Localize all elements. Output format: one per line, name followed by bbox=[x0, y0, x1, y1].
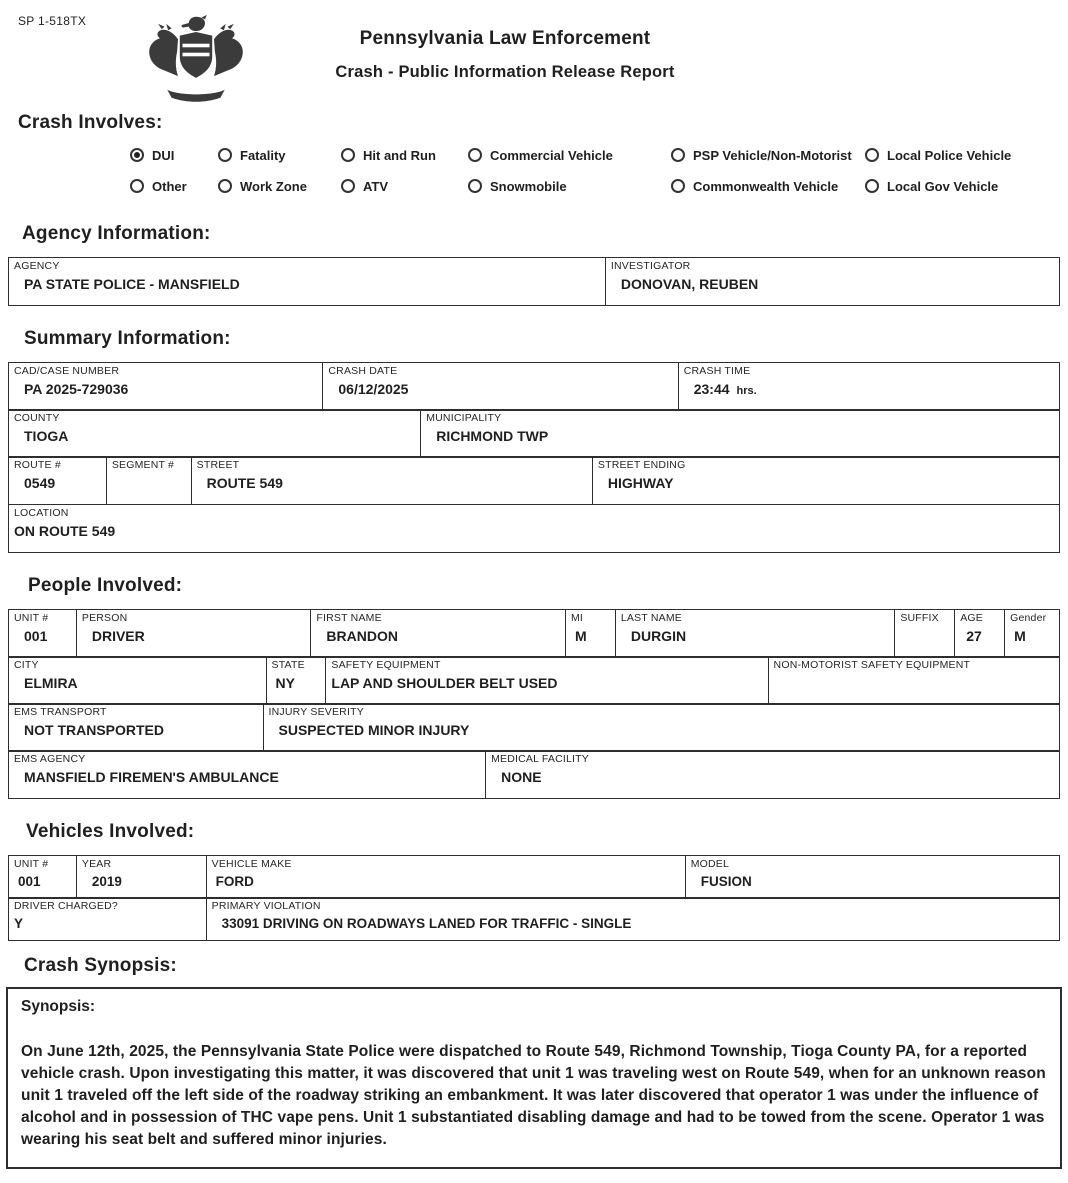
field-label: ROUTE # bbox=[14, 459, 61, 472]
field-value: 06/12/2025 bbox=[338, 381, 409, 397]
field-driver-charged bbox=[9, 898, 206, 940]
radio-label: Local Gov Vehicle bbox=[887, 178, 999, 194]
radio-option-commercial-vehicle[interactable] bbox=[468, 144, 671, 166]
field-value: SUSPECTED MINOR INJURY bbox=[278, 722, 470, 739]
section-heading-agency-information: Agency Information: bbox=[22, 223, 211, 244]
radio-label: DUI bbox=[152, 147, 175, 163]
field-label: UNIT # bbox=[14, 611, 49, 624]
field-value: 0549 bbox=[24, 475, 56, 492]
field-value: 001 bbox=[24, 627, 48, 644]
section-heading-summary-information: Summary Information: bbox=[24, 328, 231, 349]
field-person bbox=[76, 610, 311, 657]
report-title: Pennsylvania Law Enforcement bbox=[359, 28, 651, 49]
radio-option-hit-and-run[interactable] bbox=[341, 144, 468, 166]
field-value: LAP AND SHOULDER BELT USED bbox=[331, 674, 558, 691]
radio-label: Hit and Run bbox=[363, 147, 436, 163]
people-involved-table bbox=[8, 609, 1060, 800]
section-heading-people-involved: People Involved: bbox=[28, 574, 183, 596]
field-county bbox=[9, 410, 420, 457]
field-value: NONE bbox=[501, 769, 542, 786]
field-label: CRASH DATE bbox=[328, 365, 398, 377]
field-label: PRIMARY VIOLATION bbox=[211, 900, 321, 913]
agency-information-table bbox=[8, 257, 1060, 306]
field-primary-violation bbox=[206, 898, 1059, 940]
field-label: Gender bbox=[1010, 611, 1047, 624]
pennsylvania-coat-of-arms-icon bbox=[140, 14, 252, 104]
section-heading-crash-synopsis: Crash Synopsis: bbox=[24, 955, 177, 977]
radio-icon bbox=[671, 179, 685, 193]
synopsis-label: Synopsis: bbox=[21, 998, 96, 1016]
field-ems-transport bbox=[9, 704, 263, 751]
radio-icon bbox=[468, 148, 482, 162]
field-label: STATE bbox=[271, 658, 305, 671]
field-label: INVESTIGATOR bbox=[610, 260, 691, 272]
radio-option-local-gov-vehicle[interactable] bbox=[865, 175, 1060, 197]
field-label: PERSON bbox=[81, 611, 128, 624]
field-street-ending bbox=[592, 457, 1059, 504]
field-label: COUNTY bbox=[14, 412, 60, 425]
field-value: M bbox=[574, 627, 587, 644]
radio-icon bbox=[671, 148, 685, 162]
radio-option-work-zone[interactable] bbox=[218, 175, 341, 197]
field-value: HIGHWAY bbox=[607, 475, 674, 492]
field-label: VEHICLE MAKE bbox=[211, 858, 292, 871]
field-cad-case-number bbox=[9, 363, 322, 410]
field-value: 27 bbox=[966, 627, 982, 644]
field-label: INJURY SEVERITY bbox=[268, 706, 364, 719]
field-value: M bbox=[1014, 627, 1026, 644]
field-value: 23:44 hrs. bbox=[693, 381, 757, 397]
radio-icon bbox=[865, 179, 879, 193]
radio-label: Commonwealth Vehicle bbox=[693, 178, 839, 194]
summary-information-table bbox=[8, 362, 1060, 553]
report-subtitle: Crash - Public Information Release Report bbox=[335, 63, 675, 81]
field-investigator bbox=[605, 258, 1059, 305]
field-label: LAST NAME bbox=[620, 611, 682, 624]
field-value: PA 2025-729036 bbox=[24, 381, 129, 397]
field-label: AGENCY bbox=[14, 260, 60, 272]
radio-option-fatality[interactable] bbox=[218, 144, 341, 166]
field-value: NY bbox=[275, 674, 295, 691]
field-mi bbox=[565, 610, 615, 657]
field-value: ROUTE 549 bbox=[206, 475, 283, 492]
radio-label: PSP Vehicle/Non-Motorist bbox=[693, 147, 852, 163]
field-label: STREET ENDING bbox=[597, 459, 686, 472]
field-first-name bbox=[310, 610, 565, 657]
field-value: DRIVER bbox=[91, 627, 145, 644]
section-heading-vehicles-involved: Vehicles Involved: bbox=[26, 821, 195, 843]
field-safety-equipment bbox=[325, 657, 767, 704]
field-unit-number bbox=[9, 610, 76, 657]
field-value: 33091 DRIVING ON ROADWAYS LANED FOR TRAFFIC - SINGLE bbox=[221, 916, 632, 932]
field-value: FORD bbox=[215, 874, 254, 890]
radio-icon bbox=[130, 148, 144, 162]
field-label: MUNICIPALITY bbox=[426, 412, 502, 425]
field-value: ON ROUTE 549 bbox=[14, 522, 116, 539]
field-label: EMS AGENCY bbox=[14, 753, 86, 766]
field-last-name bbox=[615, 610, 894, 657]
radio-option-atv[interactable] bbox=[341, 175, 468, 197]
field-street bbox=[191, 457, 592, 504]
radio-label: Local Police Vehicle bbox=[887, 147, 1012, 163]
field-segment-number bbox=[106, 457, 191, 504]
field-year bbox=[76, 856, 206, 898]
radio-icon bbox=[468, 179, 482, 193]
field-crash-time bbox=[678, 363, 1059, 410]
radio-label: Snowmobile bbox=[490, 178, 567, 194]
field-vehicle-make bbox=[206, 856, 685, 898]
field-state bbox=[266, 657, 326, 704]
crash-time-unit: hrs. bbox=[736, 385, 757, 397]
radio-option-commonwealth-vehicle[interactable] bbox=[671, 175, 865, 197]
radio-label: Other bbox=[152, 178, 187, 194]
radio-option-dui[interactable] bbox=[130, 144, 218, 166]
field-label: EMS TRANSPORT bbox=[14, 706, 107, 719]
field-location bbox=[9, 505, 1059, 552]
field-label: UNIT # bbox=[14, 858, 49, 871]
field-age bbox=[954, 610, 1004, 657]
synopsis-box bbox=[6, 987, 1062, 1169]
radio-icon bbox=[341, 179, 355, 193]
field-label: NON-MOTORIST SAFETY EQUIPMENT bbox=[773, 658, 971, 671]
field-medical-facility bbox=[485, 751, 1059, 798]
field-label: MI bbox=[570, 611, 584, 624]
field-label: YEAR bbox=[81, 858, 112, 871]
field-label: CAD/CASE NUMBER bbox=[14, 365, 120, 377]
section-heading-crash-involves: Crash Involves: bbox=[18, 112, 163, 133]
report-header bbox=[0, 0, 1068, 106]
radio-label: Commercial Vehicle bbox=[490, 147, 613, 163]
field-value: DONOVAN, REUBEN bbox=[620, 276, 759, 292]
field-route-number bbox=[9, 457, 106, 504]
field-value: MANSFIELD FIREMEN'S AMBULANCE bbox=[24, 769, 279, 786]
field-value: DURGIN bbox=[630, 627, 687, 644]
field-value: FUSION bbox=[700, 874, 752, 890]
field-value: 001 bbox=[18, 874, 41, 890]
field-value: PA STATE POLICE - MANSFIELD bbox=[24, 276, 240, 292]
field-label: SEGMENT # bbox=[111, 459, 175, 472]
field-value: ELMIRA bbox=[24, 674, 78, 691]
field-label: SUFFIX bbox=[900, 611, 939, 624]
field-value: Y bbox=[14, 916, 24, 932]
radio-option-psp-vehicle-non-motorist[interactable] bbox=[671, 144, 865, 166]
field-crash-date bbox=[322, 363, 677, 410]
radio-label: Work Zone bbox=[240, 178, 307, 194]
field-city bbox=[9, 657, 266, 704]
field-value: TIOGA bbox=[24, 428, 69, 445]
radio-option-snowmobile[interactable] bbox=[468, 175, 671, 197]
radio-icon bbox=[218, 148, 232, 162]
field-ems-agency bbox=[9, 751, 485, 798]
field-value: RICHMOND TWP bbox=[436, 428, 549, 445]
vehicles-involved-table bbox=[8, 855, 1060, 941]
field-agency bbox=[9, 258, 605, 305]
field-label: DRIVER CHARGED? bbox=[14, 900, 118, 913]
form-number: SP 1-518TX bbox=[18, 14, 87, 28]
field-label: AGE bbox=[960, 611, 983, 624]
field-vehicle-unit-number bbox=[9, 856, 76, 898]
radio-icon bbox=[130, 179, 144, 193]
field-label: STREET bbox=[196, 459, 240, 472]
field-model bbox=[685, 856, 1059, 898]
field-label: FIRST NAME bbox=[316, 611, 382, 624]
field-injury-severity bbox=[263, 704, 1059, 751]
crash-involves-options bbox=[130, 144, 1068, 197]
radio-option-local-police-vehicle[interactable] bbox=[865, 144, 1060, 166]
field-label: CITY bbox=[14, 658, 39, 671]
radio-icon bbox=[341, 148, 355, 162]
field-value: NOT TRANSPORTED bbox=[24, 722, 164, 739]
field-municipality bbox=[420, 410, 1059, 457]
report-titles bbox=[295, 28, 715, 82]
radio-icon bbox=[865, 148, 879, 162]
field-non-motorist-safety-equipment bbox=[768, 657, 1059, 704]
field-label: LOCATION bbox=[14, 506, 69, 519]
field-suffix bbox=[894, 610, 954, 657]
field-label: MODEL bbox=[690, 858, 730, 871]
field-value: 2019 bbox=[91, 874, 122, 890]
field-value: BRANDON bbox=[326, 627, 398, 644]
radio-option-other[interactable] bbox=[130, 175, 218, 197]
field-gender bbox=[1004, 610, 1059, 657]
radio-label: Fatality bbox=[240, 147, 286, 163]
field-label: CRASH TIME bbox=[683, 365, 751, 377]
radio-icon bbox=[218, 179, 232, 193]
radio-label: ATV bbox=[363, 178, 389, 194]
field-label: SAFETY EQUIPMENT bbox=[331, 658, 441, 671]
synopsis-text: On June 12th, 2025, the Pennsylvania State Police were dispatched to Route 549, Richmond Township, Tioga County PA, for a reported vehicle crash. Upon investigating this matter, it was discovered that unit 1 was traveling west on Route 549, when for an unknown reason unit 1 traveled off the left side of the roadway striking an embankment. It was later discovered that operator 1 was under the influence of alcohol and in possession of THC vape pens. Unit 1 substantiated disabling damage and had to be towed from the scene. Operator 1 was wearing his seat belt and suffered minor injuries. bbox=[21, 1043, 1046, 1149]
field-label: MEDICAL FACILITY bbox=[491, 753, 589, 766]
